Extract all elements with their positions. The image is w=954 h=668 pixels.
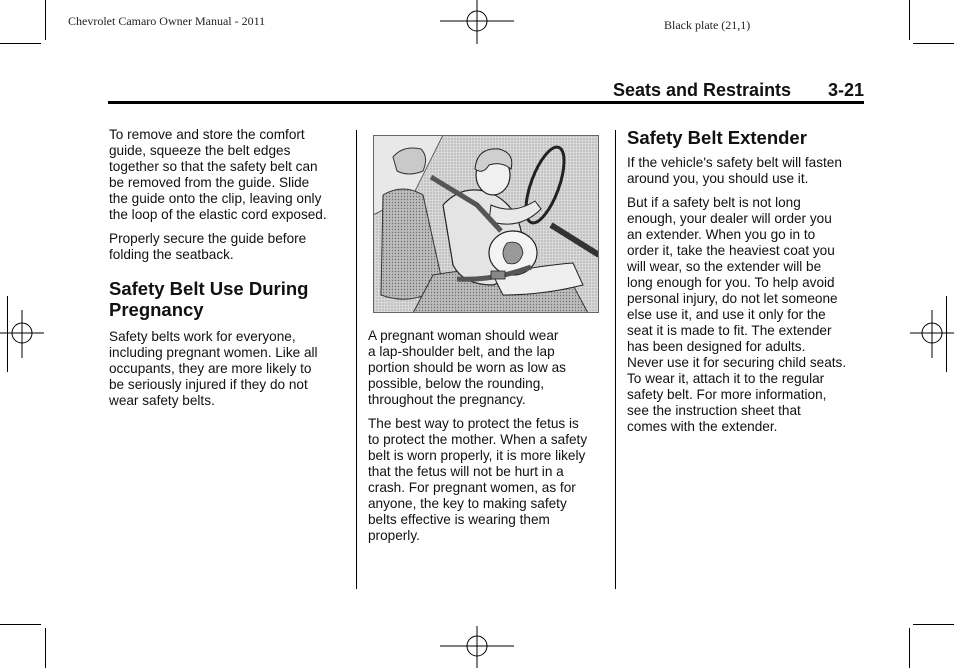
paragraph: To remove and store the comfort guide, squeeze the belt edges together so that the safety belt can be removed from the guide. Slide the guide onto the clip, leaving only the loop of the elastic cord exposed. [109,127,327,222]
registration-mark-left [0,310,44,358]
registration-mark-bottom [440,626,514,668]
plate-label: Black plate (21,1) [664,18,751,32]
registration-mark-right [910,310,954,358]
paragraph: Properly secure the guide before folding the seatback. [109,231,307,262]
pregnant-woman-seatbelt-illustration [373,135,599,313]
column-1 [109,127,349,417]
paragraph: The best way to protect the fetus is to protect the mother. When a safety belt is worn properly, it is more likely that the fetus will not be hurt in a crash. For pregnant women, as for anyone, the key to making safety belts effective is wearing them properly. [368,416,588,543]
paragraph: But if a safety belt is not long enough, your dealer will order you an extender. When you go in to order it, take the heaviest coat you will wear, so the extender will be long enough for you. To help avoid personal injury, do not let someone else use it, and use it only for the seat it is made to fit. The extender has been designed for adults. Never use it for securing child seats. To wear it, attach it to the regular safety belt. For more information, see the instruction sheet that comes with the extender. [627,195,847,434]
paragraph: If the vehicle's safety belt will fasten around you, you should use it. [627,155,842,186]
section-title: Seats and Restraints [613,80,792,100]
header-rule [108,101,864,104]
illustration-caption: A pregnant woman should wear a lap-shoulder belt, and the lap portion should be worn as low as possible, below the rounding, throughout the pregnancy. [368,328,566,407]
column-divider [615,130,616,589]
section-heading: Safety Belt Extender [627,127,807,148]
section-heading: Safety Belt Use During Pregnancy [109,278,309,320]
column-2 [368,328,608,552]
page-number: 3-21 [828,80,865,100]
column-divider [356,130,357,589]
plate-manual-title: Chevrolet Camaro Owner Manual - 2011 [68,14,266,28]
column-3 [627,127,867,443]
registration-mark-top [440,0,514,48]
paragraph: Safety belts work for everyone, including pregnant women. Like all occupants, they are more likely to be seriously injured if they do not wear safety belts. [109,329,318,408]
